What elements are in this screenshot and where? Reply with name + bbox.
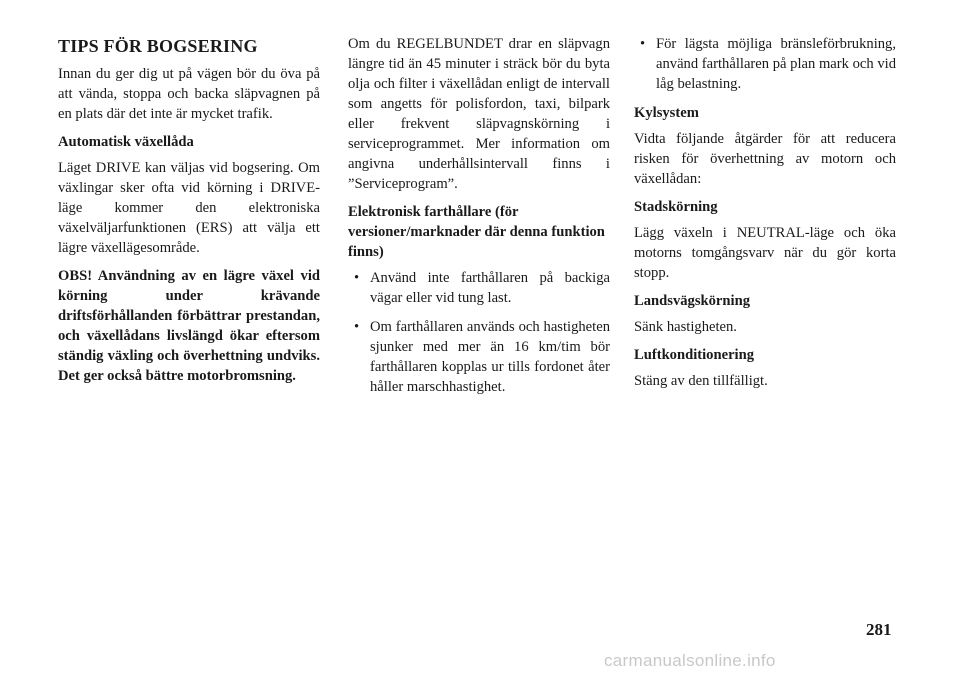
bullet-icon: •: [640, 36, 646, 52]
list-item: [348, 317, 610, 397]
cooling-system-heading: Kylsystem: [634, 105, 699, 121]
cruise-control-heading: Elektronisk farthållare (för versioner/marknader där denna funktion finns): [348, 204, 605, 260]
note-paragraph: OBS! Användning av en lägre växel vid körning under krävande driftsförhållanden förbättrar prestandan, och växellådans livslängd ökar eftersom ständig växling och överhettning undviks. Det ger också bättre motorbromsning.: [58, 268, 320, 384]
air-conditioning-heading: Luftkonditionering: [634, 347, 755, 363]
air-conditioning-paragraph: Stäng av den tillfälligt.: [634, 373, 768, 389]
highway-driving-paragraph: Sänk hastigheten.: [634, 319, 737, 335]
watermark: carmanualsonline.info: [604, 651, 776, 670]
service-paragraph: Om du REGELBUNDET drar en släpvagn längre tid än 45 minuter i sträck bör du byta olja och filter i växellådan enligt de intervall som angetts för polisfordon, taxi, bilpark eller frekvent släpvagnskörning i serviceprogrammet. Mer information om angivna underhållsintervall finns i ”Serviceprogram”.: [348, 36, 610, 192]
bullet-icon: •: [354, 319, 360, 335]
list-item: [348, 268, 610, 308]
cooling-system-paragraph: Vidta följande åtgärder för att reducera risken för överhettning av motorn och växellådan:: [634, 131, 896, 187]
list-item-text: Använd inte farthållaren på backiga vägar eller vid tung last.: [370, 270, 610, 306]
list-item: [634, 34, 896, 94]
column-3: [634, 34, 896, 399]
column-1: [58, 34, 320, 394]
intro-paragraph: Innan du ger dig ut på vägen bör du öva på att vända, stoppa och backa släpvagnen på en plats där det inte är mycket trafik.: [58, 66, 320, 122]
list-item-text: Om farthållaren används och hastigheten sjunker med mer än 16 km/tim bör farthållaren kopplas ur tills fordonet åter håller marschhastighet.: [370, 319, 610, 395]
fuel-economy-list: [634, 34, 896, 94]
section-title: TIPS FÖR BOGSERING: [58, 36, 258, 56]
page-number: 281: [866, 620, 892, 639]
city-driving-paragraph: Lägg växeln i NEUTRAL-läge och öka motorns tomgångsvarv när du gör korta stopp.: [634, 225, 896, 281]
cruise-control-list: [348, 268, 610, 397]
automatic-transmission-heading: Automatisk växellåda: [58, 134, 194, 150]
bullet-icon: •: [354, 270, 360, 286]
automatic-transmission-paragraph: Läget DRIVE kan väljas vid bogsering. Om växlingar sker ofta vid körning i DRIVE-läge kommer den elektroniska växelväljarfunktionen (ERS) att välja ett lägre växellägesområde.: [58, 160, 320, 256]
column-2: [348, 34, 610, 406]
list-item-text: För lägsta möjliga bränsleförbrukning, använd farthållaren på plan mark och vid låg belastning.: [656, 36, 896, 92]
city-driving-heading: Stadskörning: [634, 199, 718, 215]
highway-driving-heading: Landsvägskörning: [634, 293, 750, 309]
